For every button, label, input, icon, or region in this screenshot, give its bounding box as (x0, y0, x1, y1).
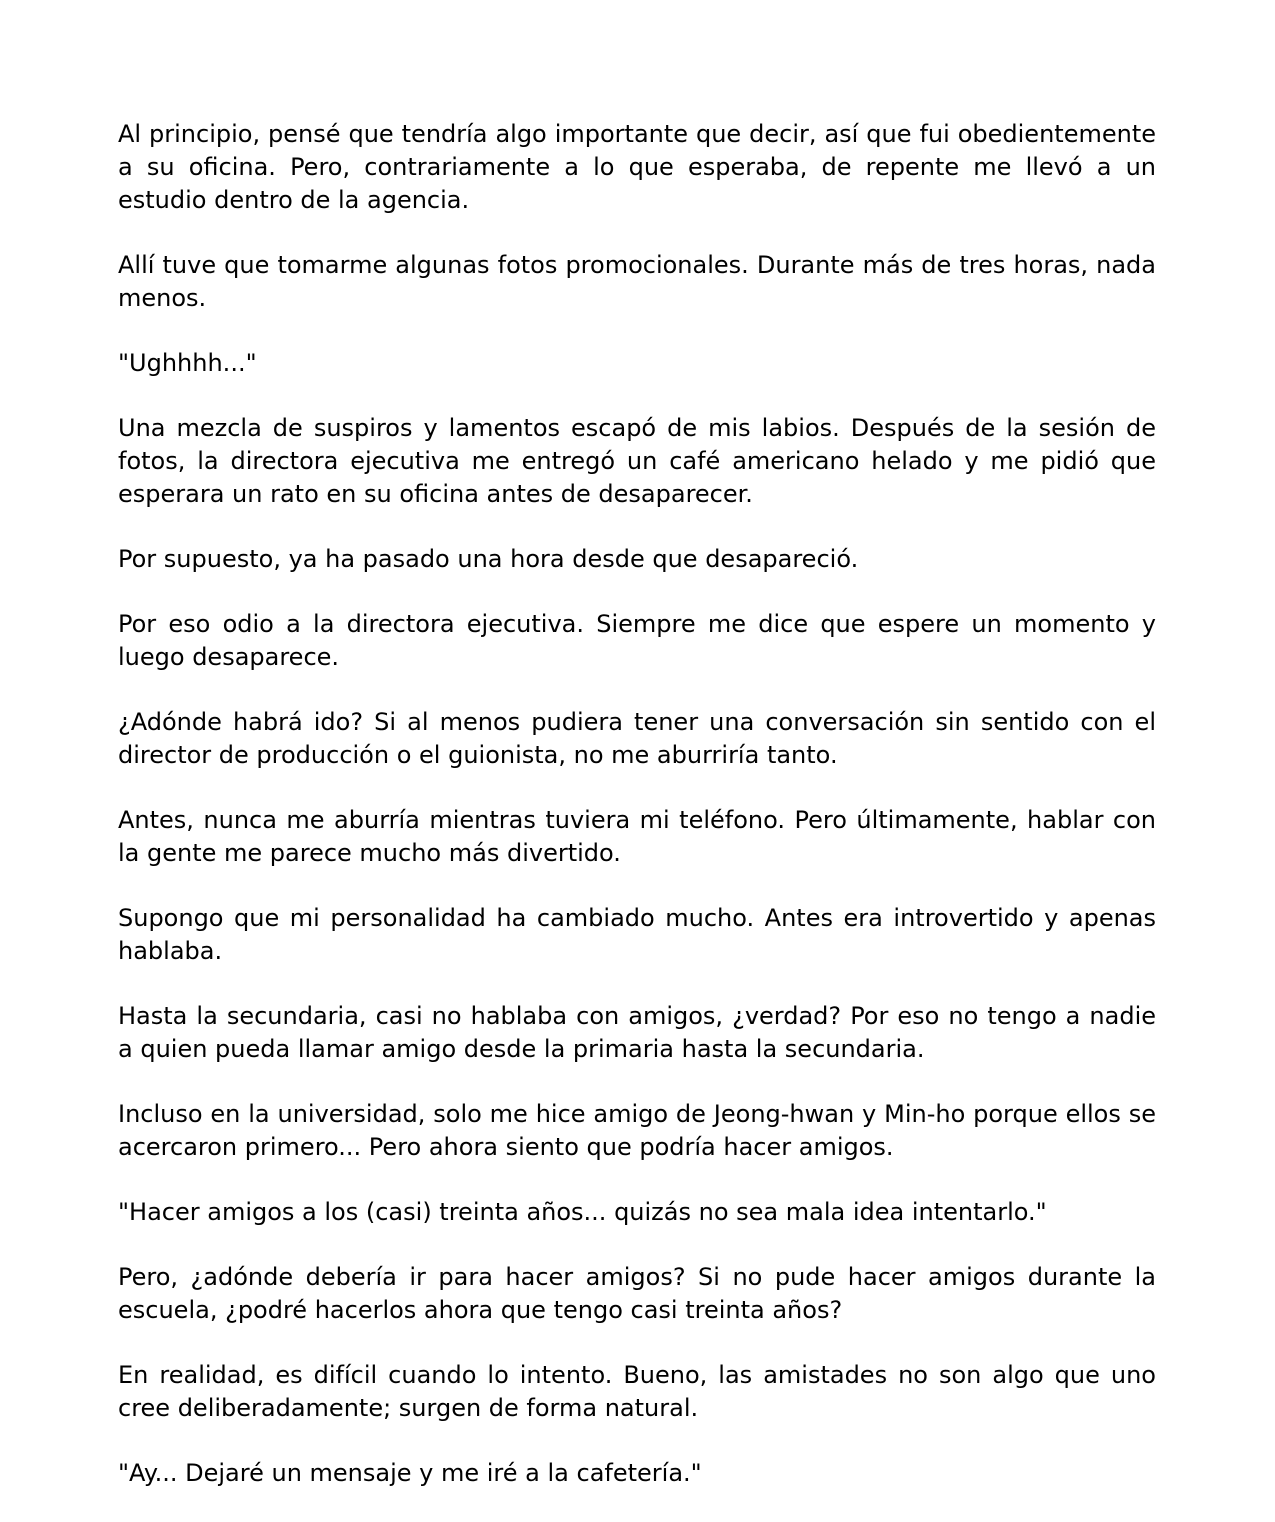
paragraph-6: Por eso odio a la directora ejecutiva. Siempre me dice que espere un momento y luego desaparece. (118, 610, 1156, 671)
paragraph-4: Una mezcla de suspiros y lamentos escapó de mis labios. Después de la sesión de fotos, la directora ejecutiva me entregó un café americano helado y me pidió que esperara un rato en su oficina antes de desaparecer. (118, 414, 1156, 508)
paragraph-11: Incluso en la universidad, solo me hice amigo de Jeong-hwan y Min-ho porque ellos se acercaron primero... Pero ahora siento que podría hacer amigos. (118, 1100, 1156, 1161)
paragraph-13: Pero, ¿adónde debería ir para hacer amigos? Si no pude hacer amigos durante la escuela, ¿podré hacerlos ahora que tengo casi treinta años? (118, 1263, 1156, 1324)
paragraph-10: Hasta la secundaria, casi no hablaba con amigos, ¿verdad? Por eso no tengo a nadie a quien pueda llamar amigo desde la primaria hasta la secundaria. (118, 1002, 1156, 1063)
paragraph-2: Allí tuve que tomarme algunas fotos promocionales. Durante más de tres horas, nada menos. (118, 251, 1156, 312)
paragraph-15: "Ay... Dejaré un mensaje y me iré a la cafetería." (118, 1459, 702, 1487)
paragraph-3: "Ughhhh..." (118, 349, 257, 377)
paragraph-14: En realidad, es difícil cuando lo intento. Bueno, las amistades no son algo que uno cree deliberadamente; surgen de forma natural. (118, 1361, 1156, 1422)
paragraph-7: ¿Adónde habrá ido? Si al menos pudiera tener una conversación sin sentido con el director de producción o el guionista, no me aburriría tanto. (118, 708, 1156, 769)
paragraph-5: Por supuesto, ya ha pasado una hora desde que desapareció. (118, 545, 859, 573)
paragraph-8: Antes, nunca me aburría mientras tuviera mi teléfono. Pero últimamente, hablar con la gente me parece mucho más divertido. (118, 806, 1156, 867)
paragraph-1: Al principio, pensé que tendría algo importante que decir, así que fui obedientemente a su oficina. Pero, contrariamente a lo que esperaba, de repente me llevó a un estudio dentro de la agencia. (118, 120, 1156, 214)
paragraph-12: "Hacer amigos a los (casi) treinta años... quizás no sea mala idea intentarlo." (118, 1198, 1047, 1226)
document-body (118, 118, 1156, 1522)
paragraph-9: Supongo que mi personalidad ha cambiado mucho. Antes era introvertido y apenas hablaba. (118, 904, 1156, 965)
